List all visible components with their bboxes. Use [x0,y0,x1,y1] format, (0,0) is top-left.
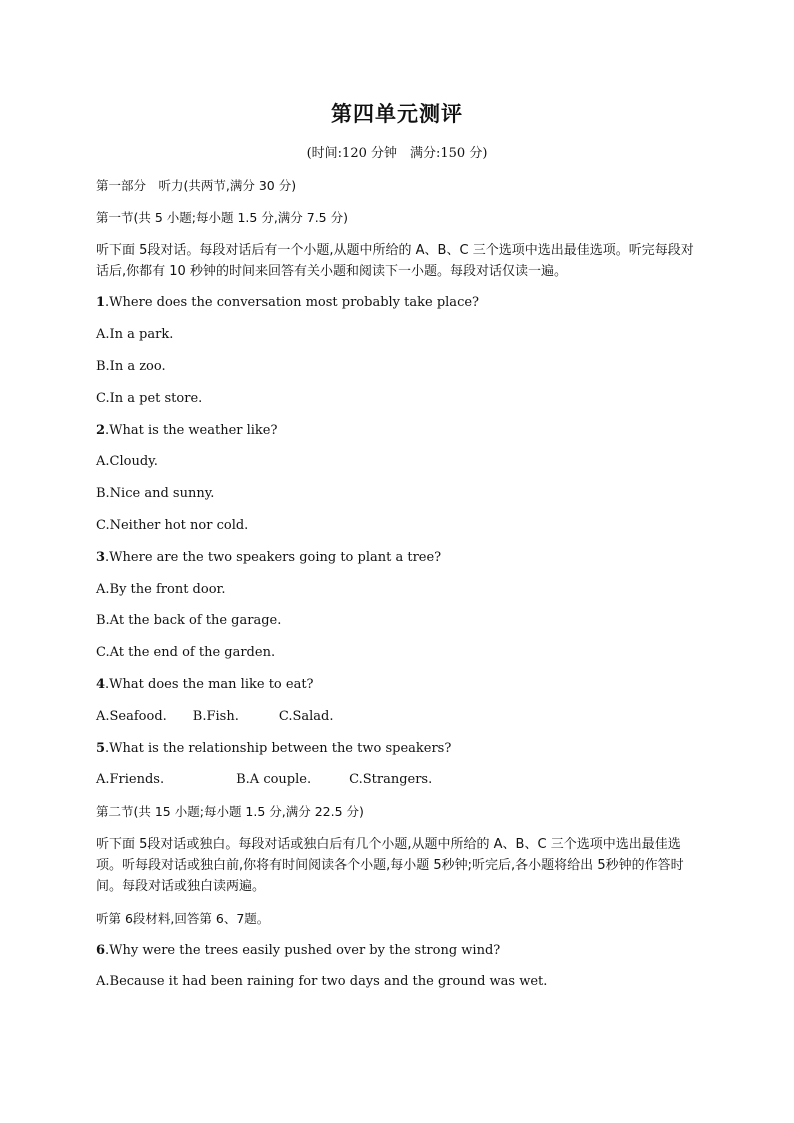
option-4b: B.Fish. [192,708,239,724]
question-2 [96,421,706,441]
option-3a: A.By the front door. [96,581,226,597]
option-1c: C.In a pet store. [96,390,203,406]
section2-heading: 第二节(共 15 小题;每小题 1.5 分,满分 22.5 分) [96,804,364,820]
question-number: 1 [96,295,106,311]
section1-heading: 第一节(共 5 小题;每小题 1.5 分,满分 7.5 分) [96,209,348,225]
option-2c: C.Neither hot nor cold. [96,517,249,533]
option-6a: A.Because it had been raining for two days and the ground was wet. [96,974,548,990]
option-2b: B.Nice and sunny. [96,486,215,502]
options-5 [96,770,706,790]
exam-time-score: (时间:120 分钟 满分:150 分) [306,146,488,161]
question-4 [96,675,706,695]
question-number: 2 [96,422,106,438]
options-4 [96,707,706,727]
exam-content [96,176,706,1004]
question-text: .Why were the trees easily pushed over by the strong wind? [105,942,501,958]
question-number: 3 [96,549,106,565]
question-5 [96,739,706,759]
question-6 [96,941,706,961]
question-text: .Where does the conversation most probably take place? [105,295,480,311]
question-number: 4 [96,676,106,692]
option-5c: C.Strangers. [349,772,433,788]
option-3b: B.At the back of the garage. [96,613,282,629]
option-5a: A.Friends. [96,772,165,788]
question-text: .What does the man like to eat? [105,676,314,692]
part1-heading: 第一部分 听力(共两节,满分 30 分) [96,178,297,193]
question-number: 5 [96,740,106,756]
option-1a: A.In a park. [96,327,174,343]
question-1 [96,293,706,313]
option-2a: A.Cloudy. [96,454,158,470]
question-number: 6 [96,942,106,958]
section1-instructions: 听下面 5段对话。每段对话后有一个小题,从题中所给的 A、B、C 三个选项中选出最佳选项。听完每段对话后,你都有 10 秒钟的时间来回答有关小题和阅读下一小题。每段对话仅读一遍。 [96,242,694,279]
option-5b: B.A couple. [236,772,312,788]
question-text: .Where are the two speakers going to plant a tree? [105,549,442,565]
section2-instructions: 听下面 5段对话或独白。每段对话或独白后有几个小题,从题中所给的 A、B、C 三个选项中选出最佳选项。听每段对话或独白前,你将有时间阅读各个小题,每小题 5秒钟;听完后,各小题将给出 5秒钟的作答时间。每段对话或独白读两遍。 [96,836,684,894]
question-text: .What is the relationship between the two speakers? [105,740,452,756]
option-3c: C.At the end of the garden. [96,645,276,661]
question-3 [96,548,706,568]
question-text: .What is the weather like? [105,422,278,438]
option-1b: B.In a zoo. [96,358,166,374]
option-4a: A.Seafood. [96,708,167,724]
material-6-instruction: 听第 6段材料,回答第 6、7题。 [96,910,270,926]
page-title: 第四单元测评 [331,102,463,126]
option-4c: C.Salad. [278,708,334,724]
